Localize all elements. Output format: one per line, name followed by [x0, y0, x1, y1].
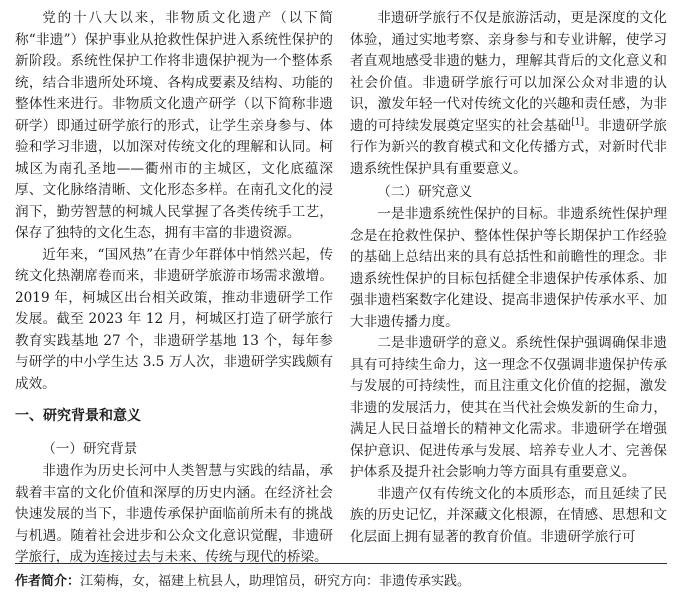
paragraph-text: 非遗研学旅行不仅是旅游活动，更是深度的文化体验，通过实地考察、亲身参与和专业讲解，使学习者直观地感受非遗的魅力，理解其背后的文化意义和社会价值。非遗研学旅行可以加深公众对非遗的认识，激发年轻一代对传统文化的兴趣和责任感，为非遗的可持续发展奠定坚实的社会基础: [350, 10, 667, 134]
body-paragraph: 党的十八大以来，非物质文化遗产（以下简称“非遗”）保护事业从抢救性保护进入系统性保护的新阶段。系统性保护工作将非遗保护视为一个整体系统，结合非遗所处环境、各构成要素及结构、功能的整体性来进行。非物质文化遗产研学（以下简称非遗研学）即通过研学旅行的形式，让学生亲身参与、体验和学习非遗，以加深对传统文化的理解和认同。柯城区为南孔圣地——衢州市的主城区，文化底蕴深厚、文化脉络清晰、文化形态多样。在南孔文化的浸润下，勤劳智慧的柯城人民掌握了各类传统手工艺，保存了独特的文化生态，拥有丰富的非遗资源。: [15, 10, 333, 241]
footnote-divider: [15, 563, 667, 564]
subsection-heading: （一）研究背景: [42, 441, 138, 457]
citation-marker: [1]: [571, 116, 585, 127]
body-paragraph: 近年来，“国风热”在青少年群体中悄然兴起，传统文化热潮席卷而来，非遗研学旅游市场需求激增。2019 年，柯城区出台相关政策，推动非遗研学工作发展。截至 2023 年 12 月，柯城区打造了研学旅行教育实践基地 27 个，非遗研学基地 13 个，每年参与研学的中小学生达 3.5 万人次，非遗研学实践颇有成效。: [15, 246, 333, 392]
author-footnote: [15, 572, 667, 592]
left-column: [15, 8, 333, 569]
footnote-label: 作者简介：: [15, 574, 81, 589]
body-paragraph: 非遗作为历史长河中人类智慧与实践的结晶，承载着丰富的文化价值和深厚的历史内涵。在经济社会快速发展的当下，非遗传承保护面临前所未有的挑战与机遇。随着社会进步和公众文化意识觉醒，非遗研学旅行，成为连接过去与未来、传统与现代的桥梁。: [15, 463, 333, 565]
footnote-text: 江菊梅，女，福建上杭县人，助理馆员，研究方向：非遗传承实践。: [80, 574, 471, 589]
body-paragraph: [350, 8, 667, 180]
body-paragraph: 非遗产仅有传统文化的本质形态，而且延续了民族的历史记忆，并深藏文化根源，在情感、思想和文化层面上拥有显著的教育价值。非遗研学旅行可: [350, 485, 667, 545]
body-paragraph: 一是非遗系统性保护的目标。非遗系统性保护理念是在抢救性保护、整体性保护等长期保护工作经验的基础上总结出来的具有总括性和前瞻性的理念。非遗系统性保护的目标包括健全非遗保护传承体系、加强非遗档案数字化建设、提高非遗保护传承水平、加大非遗传播力度。: [350, 206, 667, 330]
body-paragraph: 二是非遗研学的意义。系统性保护强调确保非遗具有可持续生命力，这一理念不仅强调非遗保护传承与发展的可持续性，而且注重文化价值的挖掘，激发非遗的发展活力，使其在当代社会焕发新的生命力，满足人民日益增长的精神文化需求。非遗研学在增强保护意识、促进传承与发展、培养专业人才、完善保护体系及提升社会影响力等方面具有重要意义。: [350, 335, 667, 480]
right-column: [350, 8, 667, 548]
subsection-heading: （二）研究意义: [377, 184, 473, 200]
section-heading: 一、研究背景和意义: [15, 408, 141, 424]
paragraph-text: 。非遗研学旅行作为新兴的教育模式和文化传播方式，对新时代非遗系统性保护具有重要意义。: [350, 117, 668, 177]
